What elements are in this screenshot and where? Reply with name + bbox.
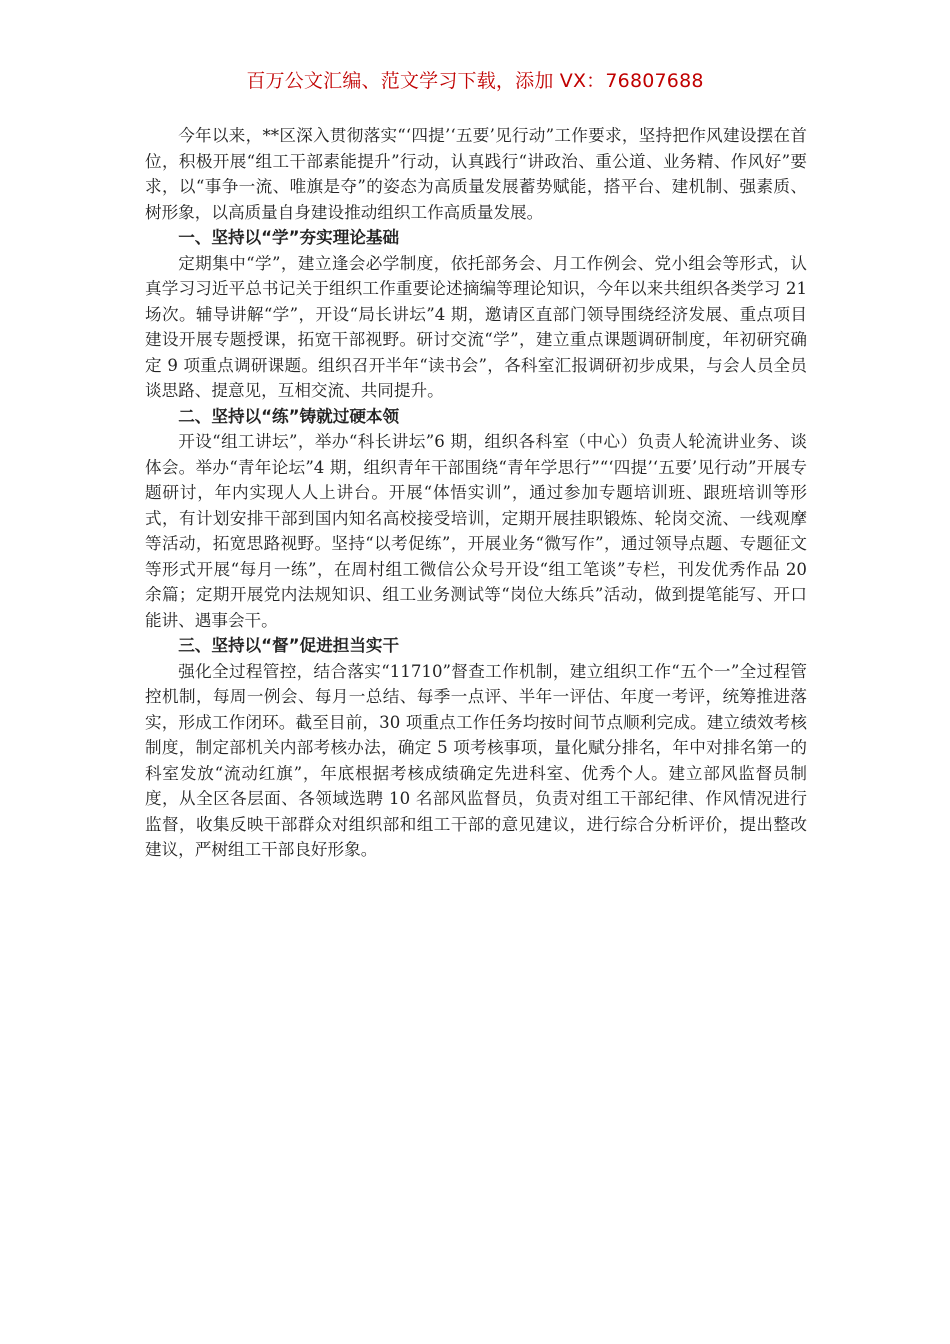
- section-body-3: 强化全过程管控，结合落实“11710”督查工作机制，建立组织工作“五个一”全过程管控机制，每周一例会、每月一总结、每季一点评、半年一评估、年度一考评，统筹推进落实，形成工作闭环。截至目前，30 项重点工作任务均按时间节点顺利完成。建立绩效考核制度，制定部机关内部考核办法，确定 5 项考核事项，量化赋分排名，年中对排名第一的科室发放“流动红旗”，年底根据考核成绩确定先进科室、优秀个人。建立部风监督员制度，从全区各层面、各领域选聘 10 名部风监督员，负责对组工干部纪律、作风情况进行监督，收集反映干部群众对组织部和组工干部的意见建议，进行综合分析评价，提出整改建议，严树组工干部良好形象。: [145, 661, 807, 859]
- promo-banner: 百万公文汇编、范文学习下载，添加 VX：76807688: [246, 70, 704, 92]
- section-heading-1: 一、坚持以“学”夯实理论基础: [178, 228, 400, 247]
- section-body-2: 开设“组工讲坛”，举办“科长讲坛”6 期，组织各科室（中心）负责人轮流讲业务、谈体会。举办“青年论坛”4 期，组织青年干部围绕“青年学思行”“‘四提’‘五要’见行动”开展专题研讨，年内实现人人上讲台。开展“体悟实训”，通过参加专题培训班、跟班培训等形式，有计划安排干部到国内知名高校接受培训，定期开展挂职锻炼、轮岗交流、一线观摩等活动，拓宽思路视野。坚持“以考促练”，开展业务“微写作”，通过领导点题、专题征文等形式开展“每月一练”，在周村组工微信公众号开设“组工笔谈”专栏，刊发优秀作品 20 余篇；定期开展党内法规知识、组工业务测试等“岗位大练兵”活动，做到提笔能写、开口能讲、遇事会干。: [145, 432, 807, 630]
- section-body-1: 定期集中“学”，建立逢会必学制度，依托部务会、月工作例会、党小组会等形式，认真学习习近平总书记关于组织工作重要论述摘编等理论知识，今年以来共组织各类学习 21 场次。辅导讲解“学”，开设“局长讲坛”4 期，邀请区直部门领导围绕经济发展、重点项目建设开展专题授课，拓宽干部视野。研讨交流“学”，建立重点课题调研制度，年初研究确定 9 项重点调研课题。组织召开半年“读书会”，各科室汇报调研初步成果，与会人员全员谈思路、提意见，互相交流、共同提升。: [145, 253, 807, 400]
- document-body: [145, 123, 807, 863]
- section-heading-3: 三、坚持以“督”促进担当实干: [178, 636, 400, 655]
- intro-paragraph: 今年以来，**区深入贯彻落实“‘四提’‘五要’见行动”工作要求，坚持把作风建设摆在首位，积极开展“组工干部素能提升”行动，认真践行“讲政治、重公道、业务精、作风好”要求，以“事争一流、唯旗是夺”的姿态为高质量发展蓄势赋能，搭平台、建机制、强素质、树形象，以高质量自身建设推动组织工作高质量发展。: [145, 126, 807, 222]
- section-heading-2: 二、坚持以“练”铸就过硬本领: [178, 406, 400, 426]
